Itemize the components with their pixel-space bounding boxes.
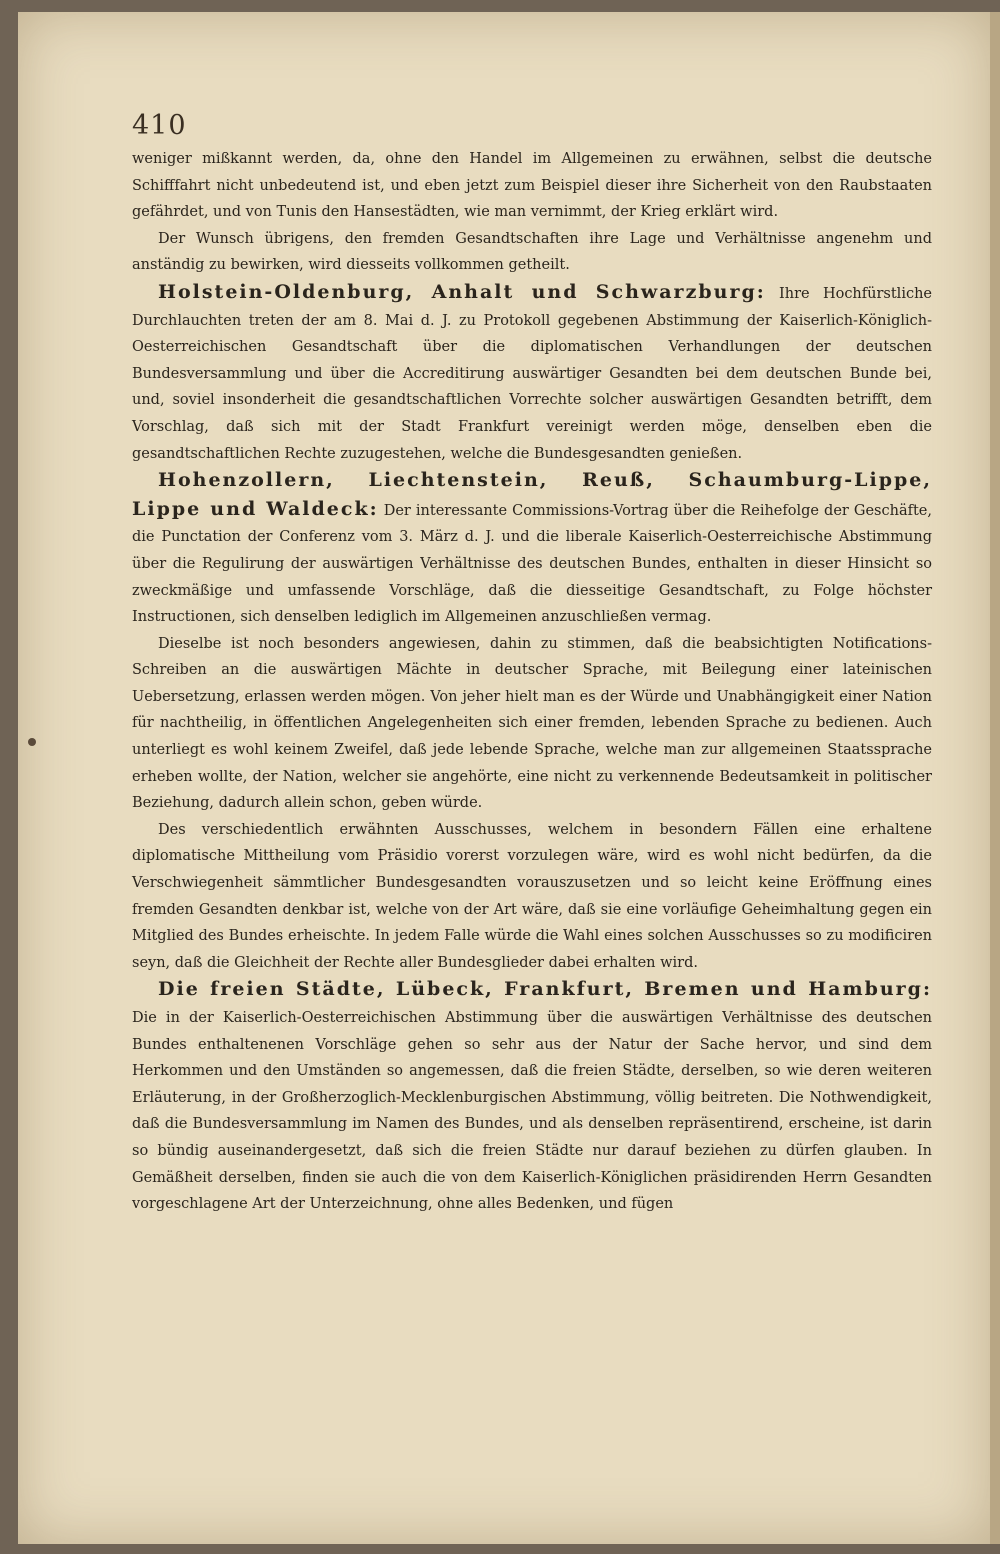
page-number: 410	[132, 110, 187, 141]
paragraph-6	[132, 817, 932, 977]
body-text	[132, 146, 932, 1218]
section-heading: Die freien Städte, Lübeck, Frankfurt, Bremen und Hamburg:	[158, 978, 932, 1001]
paragraph-7	[132, 976, 932, 1217]
section-heading: Hohenzollern, Liechtenstein, Reuß, Schaumburg-Lippe, Lippe und Waldeck:	[132, 469, 932, 520]
paragraph-text: Dieselbe ist noch besonders angewiesen, dahin zu stimmen, daß die beabsichtigten Notifications-Schreiben an die auswärtigen Mächte in deutscher Sprache, mit Beilegung einer lateinischen Uebersetzung, erlassen werden mögen. Von jeher hielt man es der Würde und Unabhängigkeit einer Nation für nachtheilig, in öffentlichen Angelegenheiten sich einer fremden, lebenden Sprache zu bedienen. Auch unterliegt es wohl keinem Zweifel, daß jede lebende Sprache, welche man zur allgemeinen Staatssprache erheben wollte, der Nation, welcher sie angehörte, eine nicht zu verkennende Bedeutsamkeit in politischer Beziehung, dadurch allein schon, geben würde.	[132, 635, 932, 812]
book-page	[18, 12, 1000, 1544]
paragraph-text: weniger mißkannt werden, da, ohne den Handel im Allgemeinen zu erwähnen, selbst die deutsche Schifffahrt nicht unbedeutend ist, und eben jetzt zum Beispiel dieser ihre Sicherheit von den Raubstaaten gefährdet, und von Tunis den Hansestädten, wie man vernimmt, der Krieg erklärt wird.	[132, 151, 932, 221]
paragraph-text: Die in der Kaiserlich-Oesterreichischen Abstimmung über die auswärtigen Verhältnisse des deutschen Bundes enthaltenenen Vorschläge gehen so sehr aus der Natur der Sache hervor, und sind dem Herkommen und den Umständen so angemessen, daß die freien Städte, derselben, so wie deren weiteren Erläuterung, in der Großherzoglich-Mecklenburgischen Abstimmung, völlig beitreten. Die Nothwendigkeit, daß die Bundesversammlung im Namen des Bundes, und als denselben repräsentirend, erscheine, ist darin so bündig auseinandergesetzt, daß sich die freien Städte nur darauf beziehen zu dürfen glauben. In Gemäßheit derselben, finden sie auch die von dem Kaiserlich-Königlichen präsidirenden Herrn Gesandten vorgeschlagene Art der Unterzeichnung, ohne alles Bedenken, und fügen	[132, 1010, 932, 1213]
paragraph-text: Der Wunsch übrigens, den fremden Gesandtschaften ihre Lage und Verhältnisse angenehm und anständig zu bewirken, wird diesseits vollkommen getheilt.	[132, 230, 932, 274]
paragraph-text: Des verschiedentlich erwähnten Ausschusses, welchem in besondern Fällen eine erhaltene diplomatische Mittheilung vom Präsidio vorerst vorzulegen wäre, wird es wohl nicht bedürfen, da die Verschwiegenheit sämmtlicher Bundesgesandten vorauszusetzen und so leicht keine Eröffnung eines fremden Gesandten denkbar ist, welche von der Art wäre, daß sie eine vorläufige Geheimhaltung gegen ein Mitglied des Bundes erheischte. In jedem Falle würde die Wahl eines solchen Ausschusses so zu modificiren seyn, daß die Gleichheit der Rechte aller Bundesglieder dabei erhalten wird.	[132, 821, 932, 971]
paragraph-4	[132, 467, 932, 631]
paragraph-text: Ihre Hochfürstliche Durchlauchten treten der am 8. Mai d. J. zu Protokoll gegebenen Abstimmung der Kaiserlich-Königlich-Oesterreichischen Gesandtschaft über die diplomatischen Verhandlungen der deutschen Bundesversammlung und über die Accreditirung auswärtiger Gesandten bei dem deutschen Bunde bei, und, soviel insonderheit die gesandtschaftlichen Vorrechte solcher auswärtigen Gesandten betrifft, dem Vorschlag, daß sich mit der Stadt Frankfurt vereinigt werden möge, denselben eben die gesandtschaftlichen Rechte zuzugestehen, welche die Bundesgesandten genießen.	[132, 285, 932, 462]
ink-spot	[28, 738, 36, 746]
paragraph-1	[132, 146, 932, 226]
paragraph-2	[132, 226, 932, 279]
paragraph-3	[132, 279, 932, 467]
section-heading: Holstein-Oldenburg, Anhalt und Schwarzburg:	[158, 280, 766, 303]
paragraph-5	[132, 631, 932, 817]
paragraph-text: Der interessante Commissions-Vortrag über die Reihefolge der Geschäfte, die Punctation der Conferenz vom 3. März d. J. und die liberale Kaiserlich-Oesterreichische Abstimmung über die Regulirung der auswärtigen Verhältnisse des deutschen Bundes, enthalten in dieser Hinsicht so zweckmäßige und umfassende Vorschläge, daß die diesseitige Gesandtschaft, zu Folge höchster Instructionen, sich denselben lediglich im Allgemeinen anzuschließen vermag.	[132, 502, 932, 626]
